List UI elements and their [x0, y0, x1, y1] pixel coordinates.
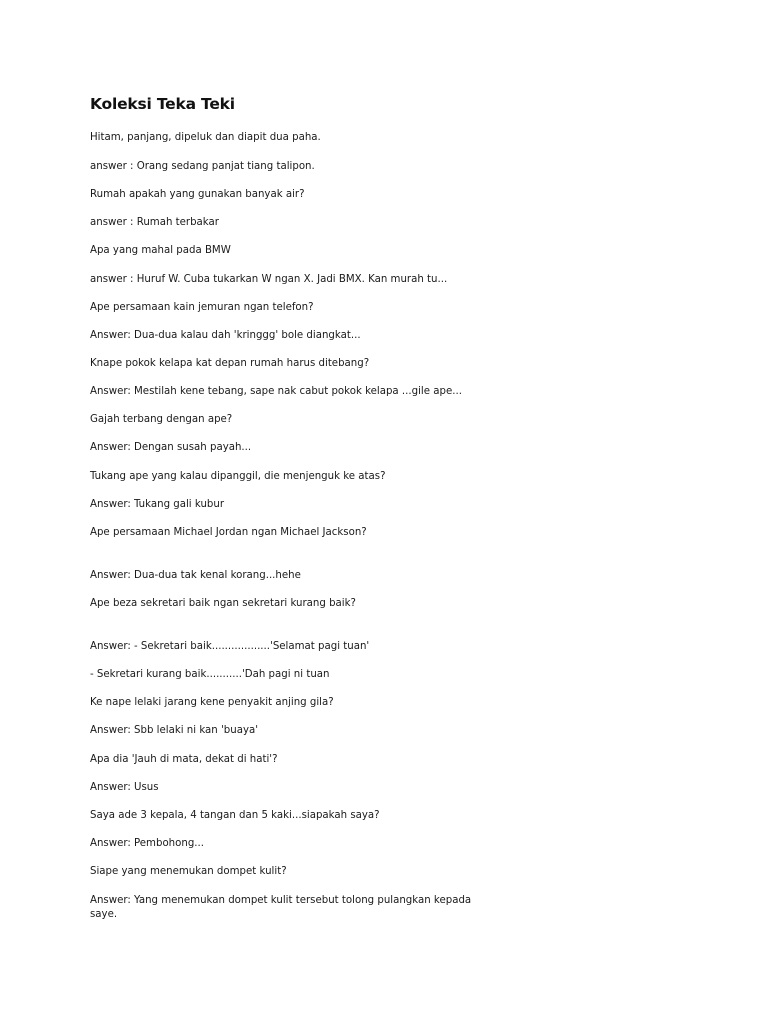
riddle-answer: Answer: Dua-dua kalau dah 'kringgg' bole diangkat... — [90, 330, 361, 341]
riddle-question: Saya ade 3 kepala, 4 tangan dan 5 kaki...siapakah saya? — [90, 810, 380, 821]
riddle-question: Apa yang mahal pada BMW — [90, 245, 231, 256]
riddle-answer: answer : Huruf W. Cuba tukarkan W ngan X. Jadi BMX. Kan murah tu... — [90, 274, 448, 285]
riddle-question: Ape persamaan Michael Jordan ngan Michael Jackson? — [90, 527, 367, 538]
riddle-answer: - Sekretari kurang baik...........'Dah pagi ni tuan — [90, 669, 330, 680]
riddle-answer: answer : Rumah terbakar — [90, 217, 219, 228]
riddle-answer: Answer: Dua-dua tak kenal korang...hehe — [90, 570, 301, 581]
riddle-question: Ape beza sekretari baik ngan sekretari kurang baik? — [90, 598, 356, 609]
riddle-answer: Answer: Yang menemukan dompet kulit tersebut tolong pulangkan kepada saye. — [90, 895, 472, 920]
document-title: Koleksi Teka Teki — [90, 95, 235, 113]
riddle-question: Siape yang menemukan dompet kulit? — [90, 866, 287, 877]
riddle-question: Tukang ape yang kalau dipanggil, die menjenguk ke atas? — [90, 471, 386, 482]
riddle-answer: Answer: Sbb lelaki ni kan 'buaya' — [90, 725, 259, 736]
riddle-question: Knape pokok kelapa kat depan rumah harus ditebang? — [90, 358, 370, 369]
riddle-answer: answer : Orang sedang panjat tiang talipon. — [90, 161, 315, 172]
riddle-question: Rumah apakah yang gunakan banyak air? — [90, 189, 305, 200]
riddle-question: Gajah terbang dengan ape? — [90, 414, 233, 425]
riddle-answer: Answer: Mestilah kene tebang, sape nak cabut pokok kelapa ...gile ape... — [90, 386, 462, 397]
riddle-answer: Answer: Tukang gali kubur — [90, 499, 225, 510]
riddle-answer: Answer: Usus — [90, 782, 159, 793]
riddle-answer: Answer: Pembohong... — [90, 838, 205, 849]
riddle-question: Ke nape lelaki jarang kene penyakit anjing gila? — [90, 697, 334, 708]
riddle-question: Hitam, panjang, dipeluk dan diapit dua paha. — [90, 132, 321, 143]
riddle-question: Apa dia 'Jauh di mata, dekat di hati'? — [90, 754, 278, 765]
riddle-question: Ape persamaan kain jemuran ngan telefon? — [90, 302, 314, 313]
riddle-answer: Answer: - Sekretari baik..................'Selamat pagi tuan' — [90, 641, 370, 652]
riddle-answer: Answer: Dengan susah payah... — [90, 442, 252, 453]
